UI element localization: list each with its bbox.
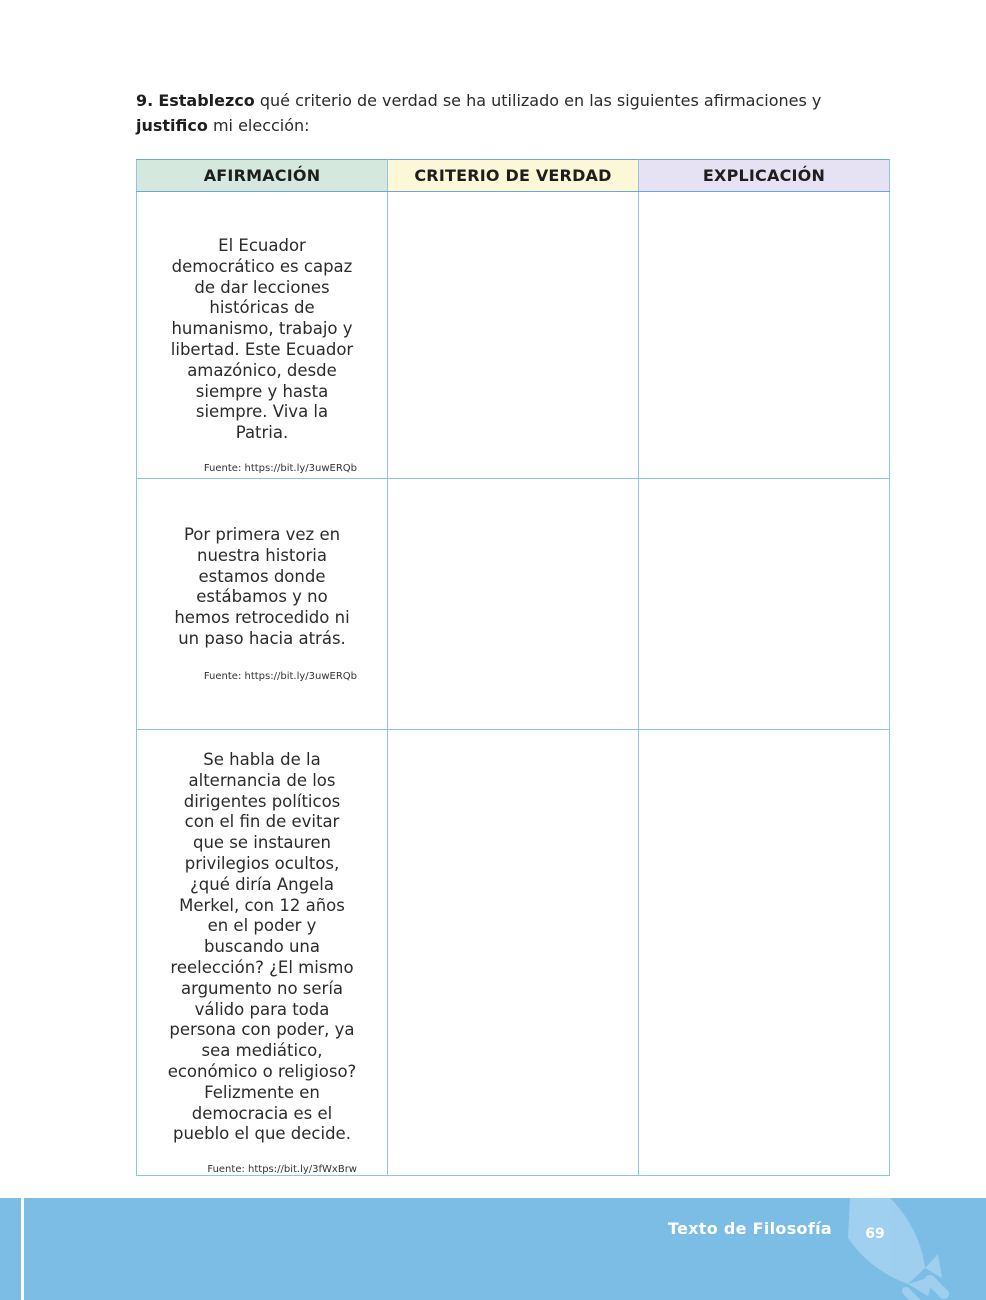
criterio-answer-cell[interactable] bbox=[388, 192, 639, 479]
table-row bbox=[137, 730, 890, 1176]
truth-criteria-table bbox=[136, 159, 890, 1176]
statement-text: Se habla de la alternancia de los dirigentes políticos con el fin de evitar que se instauren privilegios ocultos, ¿qué diría Angela Merkel, con 12 años en el poder y buscando una reelección? ¿El mismo argumento no sería válido para toda persona con poder, ya sea mediático, económico o religioso? Felizmente en democracia es el pueblo el que decide. bbox=[167, 750, 357, 1144]
statement-cell bbox=[137, 192, 388, 479]
explicacion-answer-cell[interactable] bbox=[639, 192, 890, 479]
rocket-icon bbox=[830, 1198, 986, 1300]
instruction-verb-establezco: Establezco bbox=[158, 91, 255, 110]
exercise-instruction bbox=[136, 88, 896, 138]
statement-text: Por primera vez en nuestra historia estamos donde estábamos y no hemos retrocedido ni un paso hacia atrás. bbox=[174, 525, 350, 648]
instruction-text-1: qué criterio de verdad se ha utilizado en las siguientes afirmaciones y bbox=[254, 91, 822, 110]
explicacion-answer-cell[interactable] bbox=[639, 479, 890, 730]
footer-book-title: Texto de Filosofía bbox=[667, 1219, 832, 1238]
table-row bbox=[137, 192, 890, 479]
instruction-verb-justifico: justifico bbox=[136, 116, 208, 135]
criterio-answer-cell[interactable] bbox=[388, 479, 639, 730]
page-number: 69 bbox=[857, 1218, 893, 1250]
statement-cell bbox=[137, 730, 388, 1176]
statement-source: Fuente: https://bit.ly/3uwERQb bbox=[203, 670, 357, 682]
table-header-row bbox=[137, 160, 890, 192]
instruction-text-2: mi elección: bbox=[207, 116, 310, 135]
explicacion-answer-cell[interactable] bbox=[639, 730, 890, 1176]
header-afirmacion: AFIRMACIÓN bbox=[137, 160, 388, 192]
statement-cell bbox=[137, 479, 388, 730]
header-explicacion: EXPLICACIÓN bbox=[639, 160, 890, 192]
footer-stripe bbox=[21, 1198, 24, 1300]
table-row bbox=[137, 479, 890, 730]
criterio-answer-cell[interactable] bbox=[388, 730, 639, 1176]
statement-text: El Ecuador democrático es capaz de dar lecciones históricas de humanismo, trabajo y libertad. Este Ecuador amazónico, desde siempre y hasta siempre. Viva la Patria. bbox=[170, 236, 354, 443]
exercise-number: 9. bbox=[136, 91, 154, 110]
header-criterio-de-verdad: CRITERIO DE VERDAD bbox=[388, 160, 639, 192]
statement-source: Fuente: https://bit.ly/3uwERQb bbox=[203, 462, 357, 474]
statement-source: Fuente: https://bit.ly/3fWxBrw bbox=[207, 1164, 357, 1176]
